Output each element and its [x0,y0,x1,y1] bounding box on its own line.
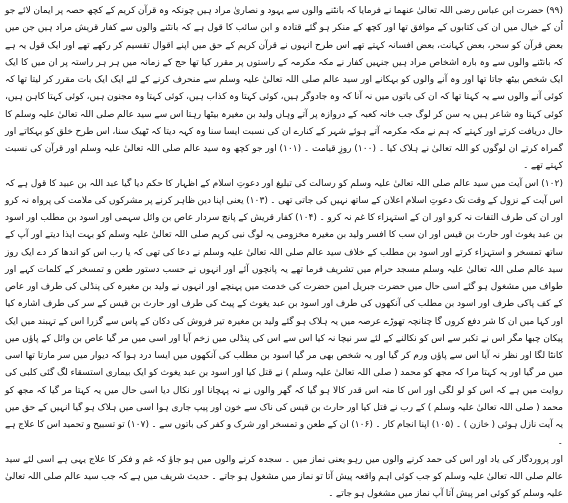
footnote-paragraph-105: اور پروردگار کی یاد اور اس کی حمد کرنے والوں میں رہو یعنی نماز میں ۔ سجدہ کرنے والوں میں ہو جاؤ کہ غم و فکر کا علاج یہی ہے اسی لئے سید عالم صلی اللہ تعالیٰ علیہ وسلم کو جب کوئی اہم واقعہ پیش آتا تو نماز میں مشغول ہو جاتے ۔ حدیث شریف میں ہے کہ جب سید عالم صلی اللہ تعالیٰ علیہ وسلم کو کوئی امر پیش آتا آپ نماز میں مشغول ہو جاتے ۔ [5,452,563,503]
footnote-paragraph-102: (۱۰۲) اس آیت میں سید عالم صلی اللہ تعالیٰ علیہ وسلم کو رسالت کی تبلیغ اور دعوتِ اسلام کے اظہار کا حکم دیا گیا عبد اللہ بن عبید کا قول ہے کہ اس آیت کے نزول کے وقت تک دعوتِ اسلام اعلان کے ساتھ نہیں کی جاتی تھی ۔ (۱۰۳) یعنی اپنا دین ظاہر کرنے پر مشرکوں کی ملامت کی پرواہ نہ کرو اور ان کی طرف التفات نہ کرو اور ان کے استہزاء کا غم نہ کرو ۔ (۱۰۴) کفار قریش کے پانچ سردار عاص بن وائل سہمی اور اسود بن مطلب اور اسود بن عبد یغوث اور حارث بن قیس اور ان سب کا افسر ولید بن مغیرہ مخزومی یہ لوگ نبی کریم صلی اللہ تعالیٰ علیہ وسلم کو بہت ایذا دیتے اور آپ کے ساتھ تمسخر و استہزاء کرتے اور اسود بن مطلب کے خلاف سید عالم صلی اللہ تعالیٰ علیہ وسلم نے دعا کی تھی کہ یا رب اس کو اندھا کر دے ایک روز سید عالم صلی اللہ تعالیٰ علیہ وسلم مسجد حرام میں تشریف فرما تھے یہ پانچوں آئے اور انہوں نے حسب دستور طعن و تمسخر کے کلمات کہے اور طواف میں مشغول ہو گئے اسی حال میں حضرت جبریل امین حضرت کی خدمت میں پہنچے اور انہوں نے ولید بن مغیرہ کی پنڈلی کی طرف اور عاص کے کف پاکی طرف اور اسود بن مطلب کی آنکھوں کی طرف اور اسود بن عبد یغوث کے پیٹ کی طرف اور حارث بن قیس کے سر کی طرف اشارہ کیا اور کہا میں ان کا شر دفع کروں گا چنانچہ تھوڑے عرصہ میں یہ ہلاک ہو گئے ولید بن مغیرہ تیر فروش کی دکان کے پاس سے گزرا اس کے تہبند میں ایک پیکان چبھا مگر اس نے تکبر سے اس کو نکالنے کے لئے سر نیچا نہ کیا اس سے اس کی پنڈلی میں زخم آیا اور اسی میں مر گیا عاص بن وائل کے پاؤں میں کانٹا لگا اور نظر نہ آیا اس سے پاؤں ورم کر گیا اور یہ شخص بھی مر گیا اسود بن مطلب کی آنکھوں میں ایسا درد ہوا کہ دیوار میں سر مارتا تھا اسی میں مر گیا اور یہ کہتا مرا کہ مجھ کو محمد ( صلی اللہ تعالیٰ علیہ وسلم ) نے قتل کیا اور اسود بن عبد یغوث کو ایک بیماری استسقاء لگ گئی کلبی کی روایت میں ہے کہ اس کو لو لگی اور اس کا منہ اس قدر کالا ہو گیا کہ گھر والوں نے نہ پہچانا اور نکال دیا اسی حال میں یہ کہتا مر گیا کہ مجھ کو محمد ( صلی اللہ تعالیٰ علیہ وسلم ) کے رب نے قتل کیا اور حارث بن قیس کی ناک سے خون اور پیپ جاری ہوا اسی میں ہلاک ہو گیا انہیں کے حق میں یہ آیت نازل ہوئی ( خازن ) ۔ (۱۰۵) اپنا انجام کار ۔ (۱۰۶) ان کے طعن و تمسخر اور شرک و کفر کی باتوں سے ۔ (۱۰۷) تو تسبیح و تحمید اس کا علاج ہے ۔ [5,176,563,452]
footnote-paragraph-99: (۹۹) حضرت ابن عباس رضی اللہ تعالیٰ عنھما نے فرمایا کہ بانٹنے والوں سے یہود و نصاریٰ مراد ہیں چونکہ وہ قرآن کریم کے کچھ حصہ پر ایمان لائے جو اُن کے خیال میں ان کی کتابوں کے موافق تھا اور کچھ کے منکر ہو گئے قتادہ و ابن سائب کا قول ہے کہ بانٹنے والوں سے کفار قریش مراد ہیں جن میں بعض قرآن کو سحر، بعض کہانت، بعض افسانہ کہتے تھے اس طرح انہوں نے قرآن کریم کے حق میں اپنے اقوال تقسیم کر رکھے تھے اور ایک قول یہ ہے کہ بانٹنے والوں سے وہ بارہ اشخاص مراد ہیں جنہیں کفار نے مکہ مکرمہ کے راستوں پر مقرر کیا تھا حج کے زمانہ میں ہر ہر راستہ پر ان میں کا ایک ایک شخص بیٹھ جاتا تھا اور وہ آنے والوں کو بہکانے اور سید عالم صلی اللہ تعالیٰ علیہ وسلم سے منحرف کرنے کے لئے ایک ایک بات مقرر کر لیتا تھا کہ کوئی آنے والوں سے یہ کہتا تھا کہ ان کی باتوں میں نہ آنا کہ وہ جادوگر ہیں، کوئی کہتا وہ کذاب ہیں، کوئی کہتا وہ مجنون ہیں، کوئی کہتا کاہن ہیں، کوئی کہتا وہ شاعر ہیں یہ سن کر لوگ جب خانہ کعبہ کے دروازہ پر آتے وہاں ولید بن مغیرہ بیٹھا رہتا اس سے سید عالم صلی اللہ تعالیٰ علیہ وسلم کا حال دریافت کرتے اور کہتے کہ ہم نے مکہ مکرمہ آتے ہوئے شہر کے کنارے ان کی نسبت ایسا سنا وہ کہہ دیتا کہ ٹھیک سنا، اس طرح خلق کو بہکاتے اور گمراہ کرتے ان لوگوں کو اللہ تعالیٰ نے ہلاک کیا ۔ (۱۰۰) روزِ قیامت ۔ (۱۰۱) اور جو کچھ وہ سید عالم صلی اللہ تعالیٰ علیہ وسلم اور قرآن کی نسبت کہتے تھے ۔ [5,3,563,176]
